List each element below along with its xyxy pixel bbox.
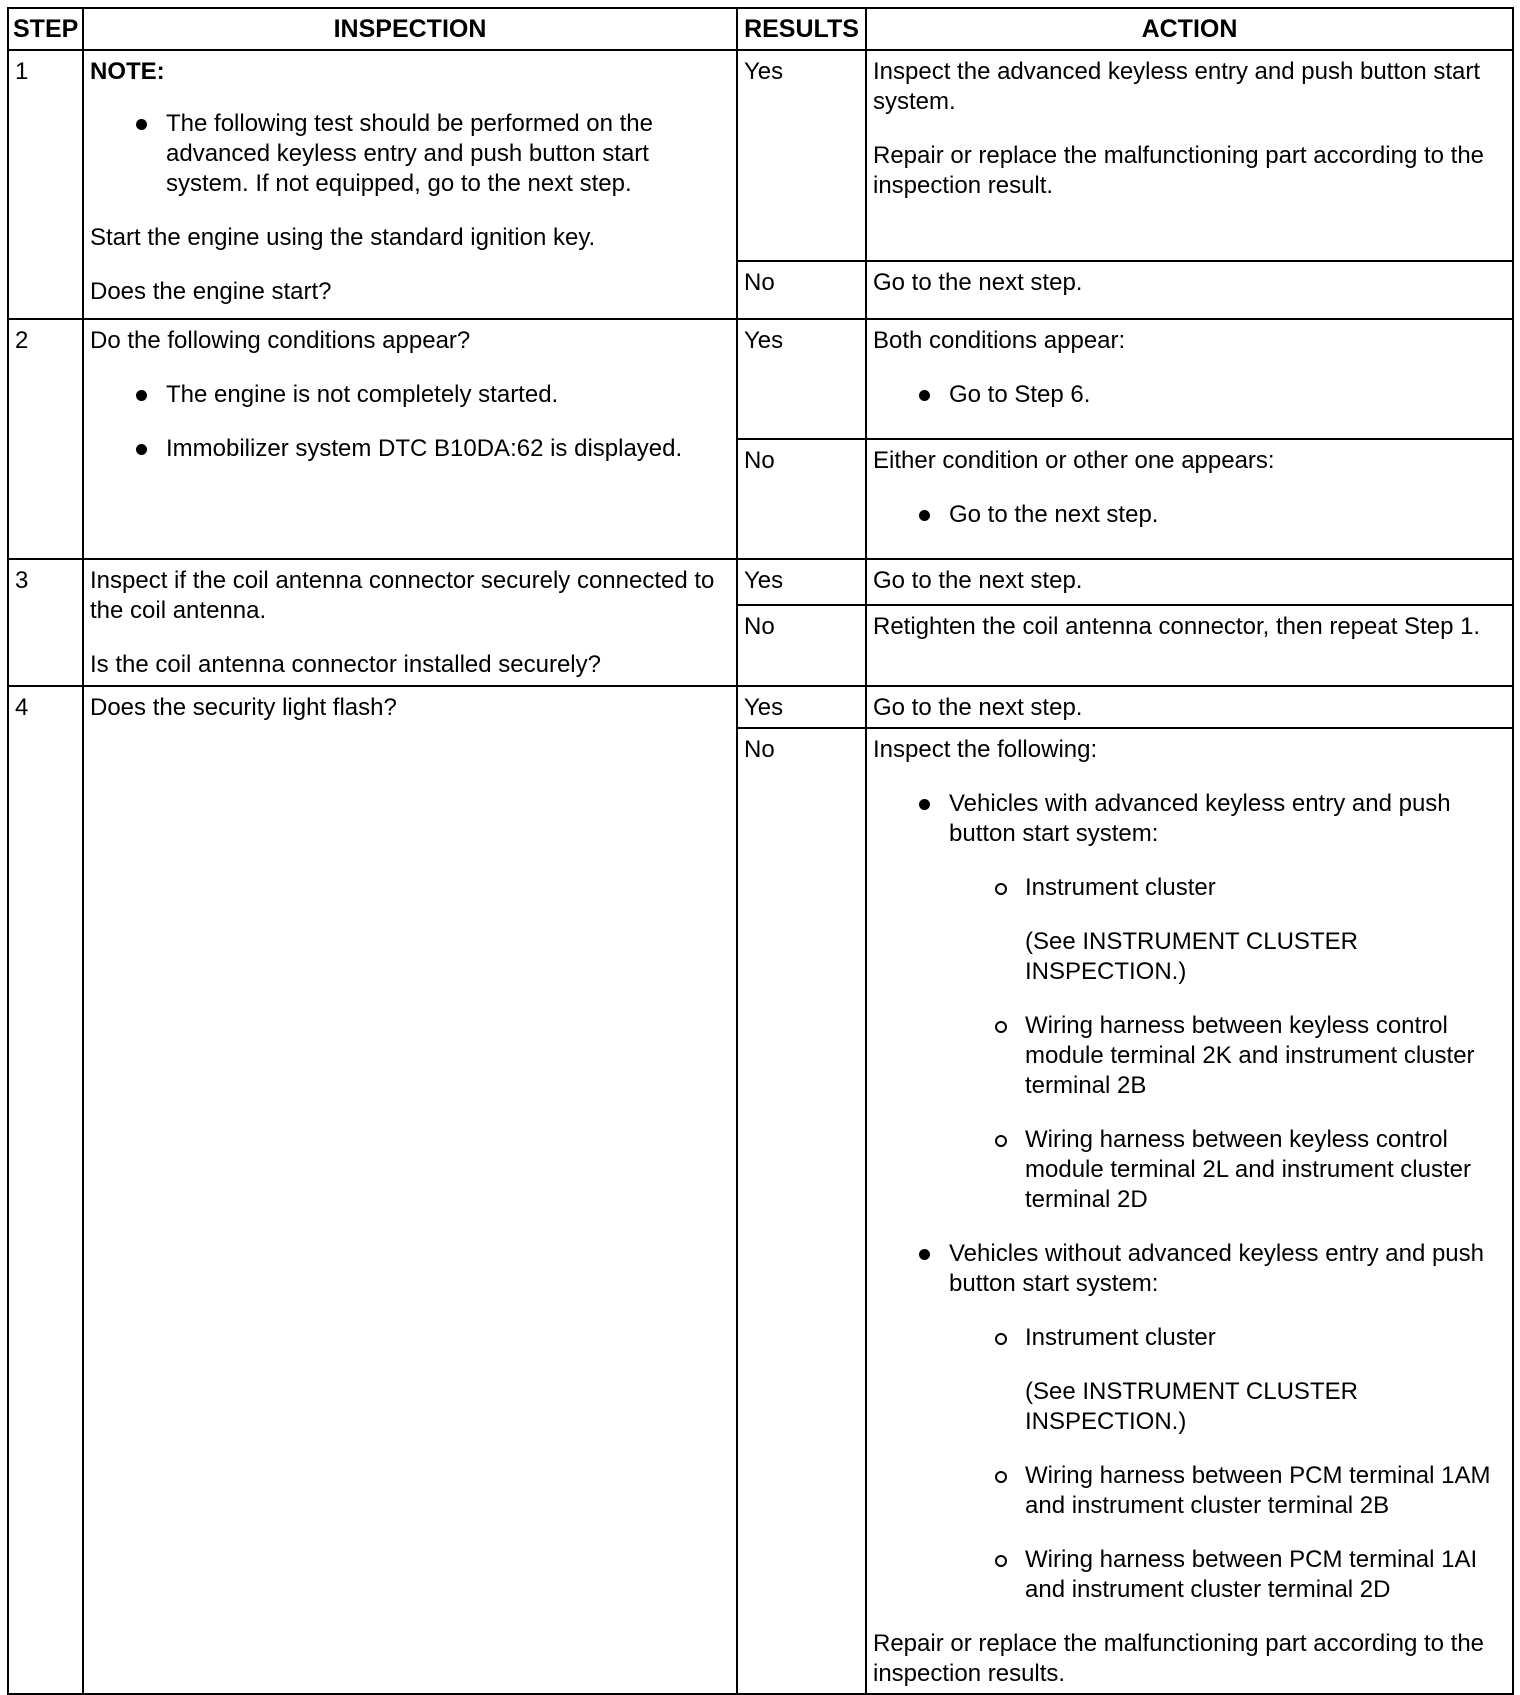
- result-no: No: [737, 728, 866, 1694]
- inspection-text: Inspect if the coil antenna connector securely connected to the coil antenna.: [90, 567, 715, 624]
- result-no: No: [737, 605, 866, 686]
- action-cell: [866, 559, 1513, 605]
- result-yes: Yes: [737, 50, 866, 261]
- condition-bullet: The engine is not completely started.: [134, 380, 730, 410]
- inspect-item: [993, 1323, 1506, 1437]
- action-cell: [866, 605, 1513, 686]
- step-number: 4: [8, 686, 83, 1694]
- diagnostic-table: [7, 7, 1514, 1695]
- step-1-yes-row: [8, 50, 1513, 261]
- action-cell: [866, 439, 1513, 559]
- action-text: Go to the next step.: [873, 694, 1083, 721]
- action-list: [873, 380, 1506, 410]
- inspect-item: Wiring harness between PCM terminal 1AM and instrument cluster terminal 2B: [993, 1461, 1506, 1521]
- action-bullet: Go to Step 6.: [917, 380, 1506, 410]
- header-row: [8, 8, 1513, 50]
- action-text: Go to the next step.: [873, 269, 1083, 296]
- inspection-text: Start the engine using the standard ignition key.: [90, 224, 596, 251]
- vehicle-group-item: [917, 789, 1506, 1215]
- condition-list: [90, 380, 730, 464]
- step-number: 1: [8, 50, 83, 319]
- inspect-item: Wiring harness between PCM terminal 1AI and instrument cluster terminal 2D: [993, 1545, 1506, 1605]
- header-action: ACTION: [866, 8, 1513, 50]
- inspect-item-list: [949, 1323, 1506, 1605]
- inspect-item-reference: (See INSTRUMENT CLUSTER INSPECTION.): [1025, 928, 1358, 985]
- inspection-cell: [83, 559, 737, 686]
- header-inspection: INSPECTION: [83, 8, 737, 50]
- step-number: 2: [8, 319, 83, 559]
- action-cell: [866, 50, 1513, 261]
- note-label: NOTE:: [90, 58, 165, 85]
- inspection-question: Does the engine start?: [90, 278, 332, 305]
- step-4-yes-row: [8, 686, 1513, 728]
- vehicle-group-title: Vehicles with advanced keyless entry and push button start system:: [949, 790, 1451, 847]
- action-text: Inspect the advanced keyless entry and push button start system.: [873, 58, 1481, 115]
- inspection-cell: [83, 319, 737, 559]
- action-text: Repair or replace the malfunctioning part according to the inspection result.: [873, 142, 1485, 199]
- inspect-item-list: [949, 873, 1506, 1215]
- action-cell: [866, 728, 1513, 1694]
- action-cell: [866, 261, 1513, 319]
- action-text: Retighten the coil antenna connector, then repeat Step 1.: [873, 613, 1481, 640]
- vehicle-group-title: Vehicles without advanced keyless entry and push button start system:: [949, 1240, 1484, 1297]
- action-text: Inspect the following:: [873, 736, 1098, 763]
- action-text: Either condition or other one appears:: [873, 447, 1275, 474]
- action-text: Both conditions appear:: [873, 327, 1126, 354]
- inspection-question: Does the security light flash?: [90, 694, 397, 721]
- step-number: 3: [8, 559, 83, 686]
- header-results: RESULTS: [737, 8, 866, 50]
- action-list: [873, 500, 1506, 530]
- step-2-yes-row: [8, 319, 1513, 439]
- action-cell: [866, 686, 1513, 728]
- result-no: No: [737, 439, 866, 559]
- action-text: Go to the next step.: [873, 567, 1083, 594]
- note-list: [90, 109, 730, 199]
- result-yes: Yes: [737, 559, 866, 605]
- condition-bullet: Immobilizer system DTC B10DA:62 is displayed.: [134, 434, 730, 464]
- action-cell: [866, 319, 1513, 439]
- vehicle-group-list: [873, 789, 1506, 1605]
- header-step: STEP: [8, 8, 83, 50]
- result-yes: Yes: [737, 686, 866, 728]
- result-yes: Yes: [737, 319, 866, 439]
- inspection-question: Is the coil antenna connector installed securely?: [90, 651, 601, 678]
- inspect-item-text: Instrument cluster: [1025, 1324, 1216, 1351]
- note-bullet: The following test should be performed on the advanced keyless entry and push button start system. If not equipped, go to the next step.: [134, 109, 730, 199]
- inspection-cell: [83, 686, 737, 1694]
- step-3-yes-row: [8, 559, 1513, 605]
- inspect-item-text: Instrument cluster: [1025, 874, 1216, 901]
- inspection-cell: [83, 50, 737, 319]
- action-closing: Repair or replace the malfunctioning part according to the inspection results.: [873, 1630, 1485, 1687]
- inspect-item-reference: (See INSTRUMENT CLUSTER INSPECTION.): [1025, 1378, 1358, 1435]
- inspect-item: Wiring harness between keyless control module terminal 2L and instrument cluster terminal 2D: [993, 1125, 1506, 1215]
- vehicle-group-item: [917, 1239, 1506, 1605]
- inspect-item: Wiring harness between keyless control module terminal 2K and instrument cluster terminal 2B: [993, 1011, 1506, 1101]
- inspection-question: Do the following conditions appear?: [90, 327, 471, 354]
- action-bullet: Go to the next step.: [917, 500, 1506, 530]
- result-no: No: [737, 261, 866, 319]
- inspect-item: [993, 873, 1506, 987]
